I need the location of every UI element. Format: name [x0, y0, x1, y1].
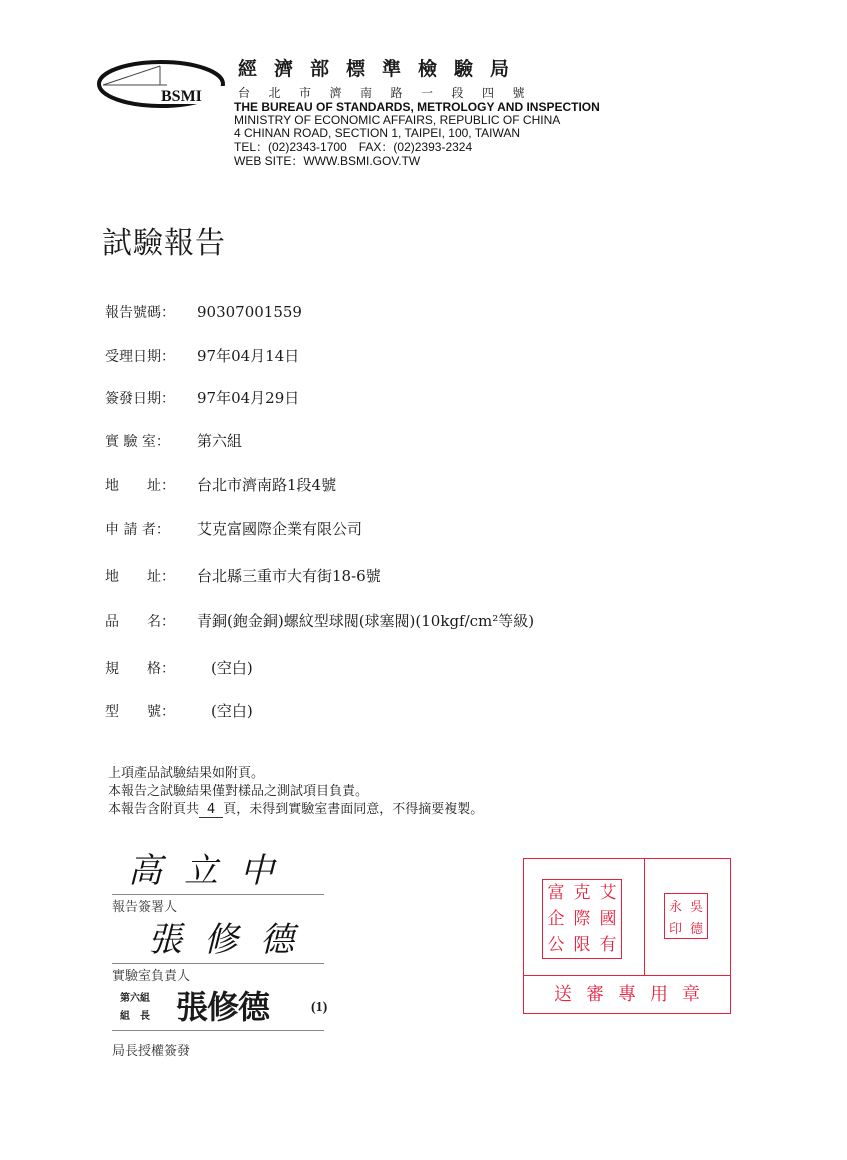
field-label: 規 格： [105, 661, 175, 677]
tel-fax: TEL：(02)2343-1700 FAX：(02)2393-2324 [234, 140, 473, 154]
org-name-cn: 經濟部標準檢驗局 [238, 58, 527, 80]
note-line-3: 本報告含附頁共 4 頁，未得到實驗室書面同意，不得摘要複製。 [108, 802, 484, 817]
signer-label: 報告簽署人 [112, 900, 178, 915]
field-label: 受理日期： [105, 349, 175, 365]
field-value: 第六組 [197, 432, 243, 450]
field-label: 品 名： [105, 614, 175, 630]
note-line-1: 上項產品試驗結果如附頁。 [108, 766, 265, 781]
field-product-name [105, 610, 534, 631]
address-en: 4 CHINAN ROAD, SECTION 1, TAIPEI, 100, TAIWAN [234, 126, 521, 140]
note-line-2: 本報告之試驗結果僅對樣品之測試項目負責。 [108, 784, 369, 799]
review-seal [523, 858, 731, 1014]
field-value: (空白) [211, 659, 253, 677]
svg-text:BSMI: BSMI [161, 88, 202, 105]
authorization-label: 局長授權簽發 [112, 1044, 191, 1059]
field-laboratory [105, 430, 242, 451]
field-label: 實 驗 室： [105, 434, 170, 450]
field-value: 90307001559 [197, 303, 302, 321]
field-applicant-address [105, 565, 381, 586]
field-value: 台北縣三重市大有街18-6號 [197, 567, 381, 585]
field-specification [105, 657, 253, 678]
name-stamp-title: 第六組 組 長 [120, 993, 150, 1022]
website: WEB SITE：WWW.BSMI.GOV.TW [234, 154, 421, 168]
signature-lab-head: 張修德 [148, 920, 316, 960]
field-value: 青銅(鉋金銅)螺紋型球閥(球塞閥)(10kgf/cm²等級) [197, 612, 535, 630]
field-value: (空白) [211, 702, 253, 720]
field-model [105, 700, 253, 721]
field-report-number [105, 302, 302, 322]
field-value: 艾克富國際企業有限公司 [197, 520, 363, 538]
page-count: 4 [199, 803, 223, 818]
ministry-en: MINISTRY OF ECONOMIC AFFAIRS, REPUBLIC OF CHINA [234, 113, 561, 127]
field-applicant [105, 518, 362, 539]
seal-caption: 送審專用章 [554, 984, 714, 1005]
bsmi-logo [97, 58, 232, 110]
field-label: 簽發日期： [105, 391, 175, 407]
field-label: 報告號碼： [105, 305, 175, 321]
field-lab-address [105, 474, 336, 495]
field-received-date [105, 345, 299, 366]
signature-line [112, 894, 324, 895]
field-value: 台北市濟南路1段4號 [197, 476, 337, 494]
signature-line [112, 1030, 324, 1031]
field-label: 地 址： [105, 478, 175, 494]
field-value: 97年04月29日 [197, 389, 300, 407]
document-title: 試驗報告 [102, 226, 226, 261]
signature-line [112, 963, 324, 964]
seal-divider [524, 975, 730, 976]
name-stamp: 張修德 [176, 988, 270, 1026]
field-label: 申 請 者： [105, 522, 170, 538]
field-value: 97年04月14日 [197, 347, 300, 365]
field-label: 型 號： [105, 704, 175, 720]
personal-seal: 永 吳 印 德 [664, 893, 708, 939]
name-stamp-suffix: (1) [311, 1000, 328, 1015]
seal-divider [644, 859, 645, 975]
org-name-en: THE BUREAU OF STANDARDS, METROLOGY AND INSPECTION [234, 100, 600, 114]
report-notes [108, 765, 483, 819]
company-seal: 富 克 艾 企 際 國 公 限 有 [542, 879, 622, 959]
org-address-cn: 台北市濟南路一段四號 [238, 86, 544, 100]
field-label: 地 址： [105, 569, 175, 585]
signature-report-signer: 高立中 [128, 851, 296, 891]
field-issue-date [105, 387, 299, 408]
lab-head-label: 實驗室負責人 [112, 969, 191, 984]
